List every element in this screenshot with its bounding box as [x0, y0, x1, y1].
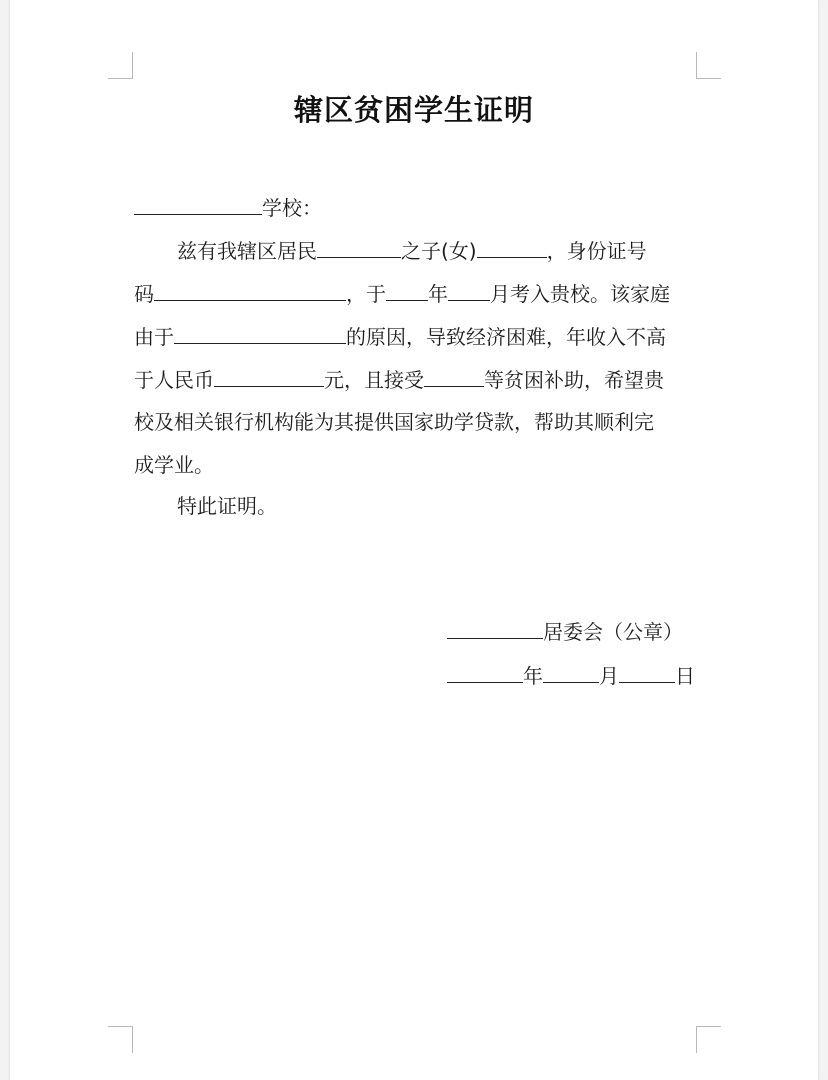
- body-text: 月考入贵校。该家庭: [490, 282, 670, 306]
- date-month-blank: [543, 662, 599, 683]
- body-line-1: [177, 236, 647, 266]
- body-text: 元，且接受: [324, 368, 424, 392]
- body-text: 由于: [134, 325, 174, 349]
- salutation-text: 学校：: [262, 196, 322, 220]
- crop-mark-bottom-right: [696, 1026, 721, 1053]
- crop-mark-top-right: [696, 52, 721, 79]
- body-text: 等贫困补助，希望贵: [484, 368, 664, 392]
- school-name-blank: [134, 194, 262, 215]
- body-text: ，于: [346, 282, 386, 306]
- closing-line: [177, 491, 277, 521]
- body-text: 于人民币: [134, 368, 214, 392]
- body-text: 码: [134, 282, 154, 306]
- body-text: 成学业。: [134, 453, 214, 477]
- day-label: 日: [675, 664, 695, 688]
- reason-blank: [174, 323, 346, 344]
- body-text: 兹有我辖区居民: [177, 239, 317, 263]
- signature-committee-line: [447, 617, 683, 647]
- body-text: 之子(女): [401, 239, 477, 263]
- body-text: ，身份证号: [546, 239, 647, 263]
- enroll-month-blank: [448, 280, 490, 301]
- body-line-5: [134, 407, 654, 437]
- year-label: 年: [523, 664, 543, 688]
- body-text: 年: [428, 282, 448, 306]
- crop-mark-bottom-left: [108, 1026, 133, 1053]
- date-year-blank: [447, 662, 523, 683]
- date-day-blank: [619, 662, 675, 683]
- body-line-6: [134, 450, 214, 480]
- salutation-line: [134, 193, 322, 223]
- closing-text: 特此证明。: [177, 494, 277, 518]
- body-text: 校及相关银行机构能为其提供国家助学贷款，帮助其顺利完: [134, 410, 654, 434]
- document-page: [10, 0, 818, 1080]
- body-line-2: [134, 279, 670, 309]
- subsidy-blank: [424, 366, 484, 387]
- id-number-blank: [154, 280, 346, 301]
- crop-mark-top-left: [108, 52, 133, 79]
- committee-label: 居委会（公章）: [543, 620, 683, 644]
- month-label: 月: [599, 664, 619, 688]
- resident-name-blank: [317, 237, 401, 258]
- signature-date-line: [447, 661, 695, 691]
- body-line-3: [134, 322, 666, 352]
- income-blank: [214, 366, 324, 387]
- body-line-4: [134, 365, 664, 395]
- enroll-year-blank: [386, 280, 428, 301]
- committee-name-blank: [447, 618, 543, 639]
- document-title: 辖区贫困学生证明: [293, 93, 534, 127]
- body-text: 的原因，导致经济困难，年收入不高: [346, 325, 666, 349]
- student-name-blank: [477, 237, 547, 258]
